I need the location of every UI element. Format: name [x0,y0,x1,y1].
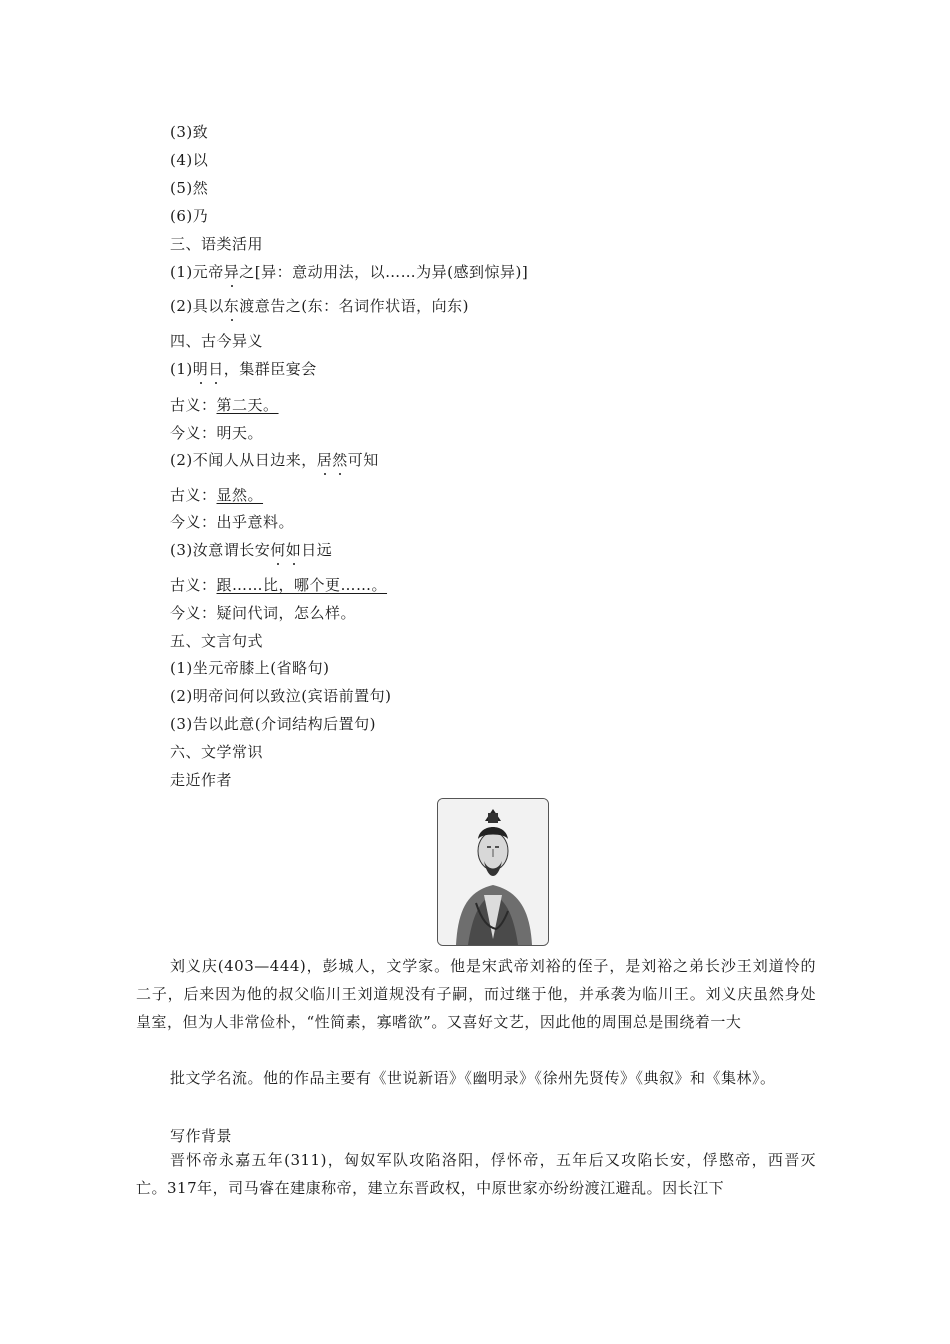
new-meaning: 今义：明天。 [170,424,264,442]
portrait-illustration [438,799,548,945]
sub-heading: 走近作者 [170,771,233,789]
new-meaning: 今义：疑问代词，怎么样。 [170,604,357,622]
list-item: (1)元帝异之[异：意动用法，以……为异(感到惊异)] [170,263,529,281]
list-item: (3)告以此意(介词结构后置句) [170,715,376,733]
old-meaning: 古义：第二天。 [170,396,279,414]
list-item: (4)以 [170,151,209,169]
old-meaning: 古义：显然。 [170,486,264,504]
background-text: 晋怀帝永嘉五年(311)，匈奴军队攻陷洛阳，俘怀帝，五年后又攻陷长安，俘愍帝，西晋灭亡。317年，司马睿在建康称帝，建立东晋政权，中原世家亦纷纷渡江避乱。因长江下 [136,1151,816,1197]
section-heading: 五、文言句式 [170,632,264,650]
list-item: (3)致 [170,123,209,141]
old-meaning: 古义：跟……比，哪个更……。 [170,576,388,594]
list-item: (5)然 [170,179,209,197]
section-heading: 四、古今异义 [170,332,264,350]
list-item: (2)具以东渡意告之(东：名词作状语，向东) [170,297,469,315]
author-portrait [437,798,549,946]
new-meaning: 今义：出乎意料。 [170,513,295,531]
list-item: (1)坐元帝膝上(省略句) [170,659,330,677]
sub-heading: 写作背景 [170,1127,233,1145]
author-works: 批文学名流。他的作品主要有《世说新语》《幽明录》《徐州先贤传》《典叙》和《集林》。 [170,1069,776,1087]
list-item: (1)明日，集群臣宴会 [170,360,317,378]
list-item: (2)明帝问何以致泣(宾语前置句) [170,687,392,705]
list-item: (2)不闻人从日边来，居然可知 [170,451,379,469]
list-item: (3)汝意谓长安何如日远 [170,541,333,559]
section-heading: 三、语类活用 [170,235,264,253]
list-item: (6)乃 [170,207,209,225]
section-heading: 六、文学常识 [170,743,264,761]
author-bio: 刘义庆(403—444)，彭城人，文学家。他是宋武帝刘裕的侄子，是刘裕之弟长沙王刘道怜的二子，后来因为他的叔父临川王刘道规没有子嗣，而过继于他，并承袭为临川王。刘义庆虽然身处皇室，但为人非常俭朴，“性简素，寡嗜欲”。又喜好文艺，因此他的周围总是围绕着一大 [136,957,816,1031]
